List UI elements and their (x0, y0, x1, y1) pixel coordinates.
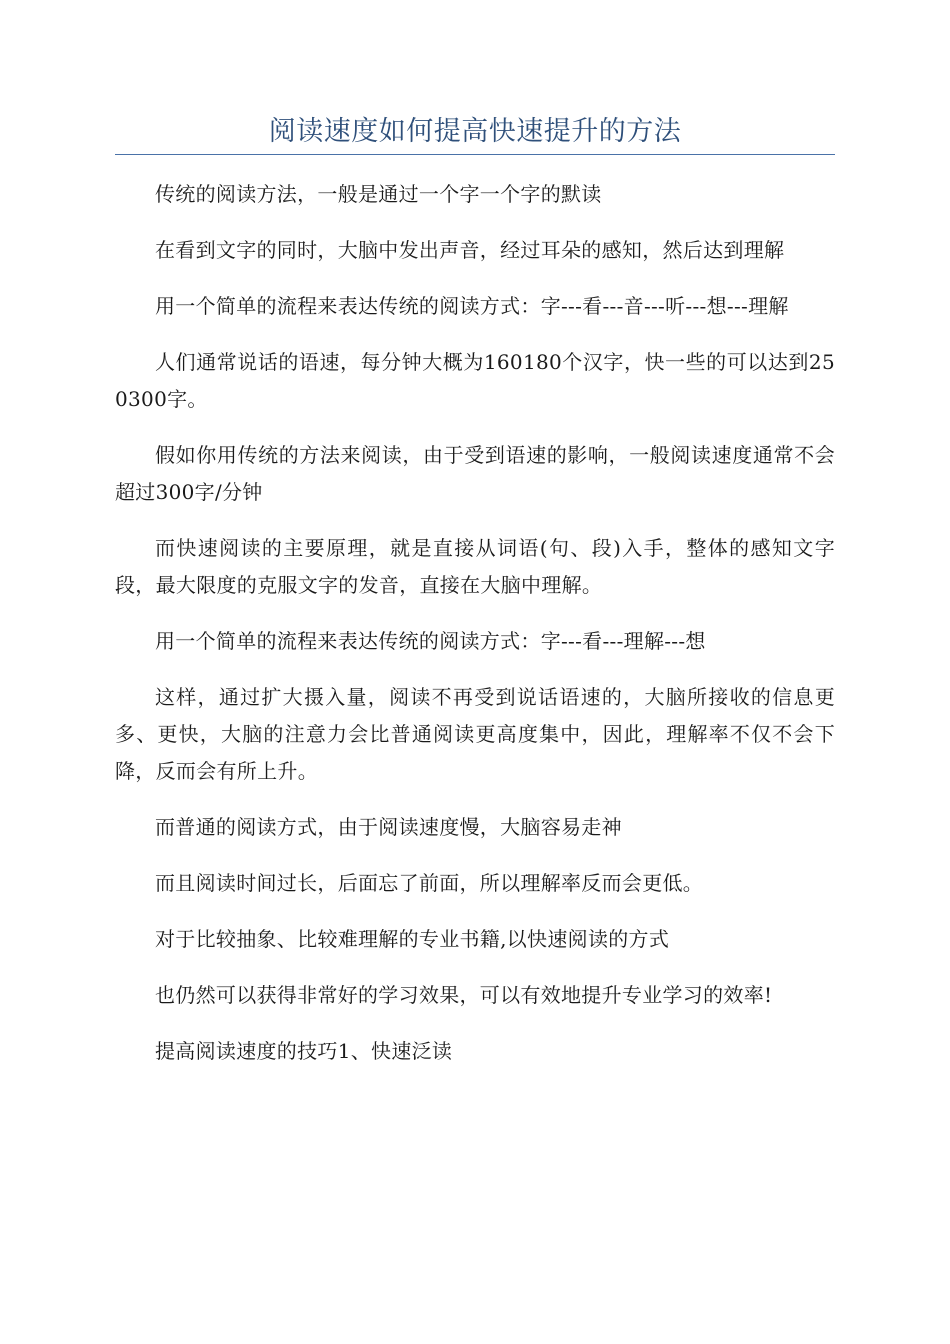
paragraph: 也仍然可以获得非常好的学习效果，可以有效地提升专业学习的效率! (155, 983, 773, 1007)
paragraph: 用一个简单的流程来表达传统的阅读方式：字---看---理解---想 (155, 629, 706, 653)
page-title: 阅读速度如何提高快速提升的方法 (268, 116, 682, 147)
paragraph: 而且阅读时间过长，后面忘了前面，所以理解率反而会更低。 (155, 871, 704, 895)
paragraph: 传统的阅读方法，一般是通过一个字一个字的默读 (155, 182, 602, 206)
paragraph: 在看到文字的同时，大脑中发出声音，经过耳朵的感知，然后达到理解 (155, 238, 785, 262)
paragraph: 假如你用传统的方法来阅读，由于受到语速的影响，一般阅读速度通常不会超过300字/分钟 (115, 443, 835, 504)
paragraph: 这样，通过扩大摄入量，阅读不再受到说话语速的，大脑所接收的信息更多、更快，大脑的注意力会比普通阅读更高度集中，因此，理解率不仅不会下降，反而会有所上升。 (115, 685, 835, 783)
paragraph: 人们通常说话的语速，每分钟大概为160180个汉字，快一些的可以达到250300字。 (115, 350, 835, 411)
paragraph: 而普通的阅读方式，由于阅读速度慢，大脑容易走神 (155, 815, 622, 839)
paragraph: 而快速阅读的主要原理，就是直接从词语(句、段)入手，整体的感知文字段，最大限度的克服文字的发音，直接在大脑中理解。 (115, 536, 835, 597)
paragraph: 提高阅读速度的技巧1、快速泛读 (155, 1039, 453, 1063)
title-underline (115, 154, 835, 155)
paragraph: 对于比较抽象、比较难理解的专业书籍,以快速阅读的方式 (155, 927, 670, 951)
paragraph: 用一个简单的流程来表达传统的阅读方式：字---看---音---听---想---理解 (155, 294, 789, 318)
document-body (115, 176, 835, 1089)
